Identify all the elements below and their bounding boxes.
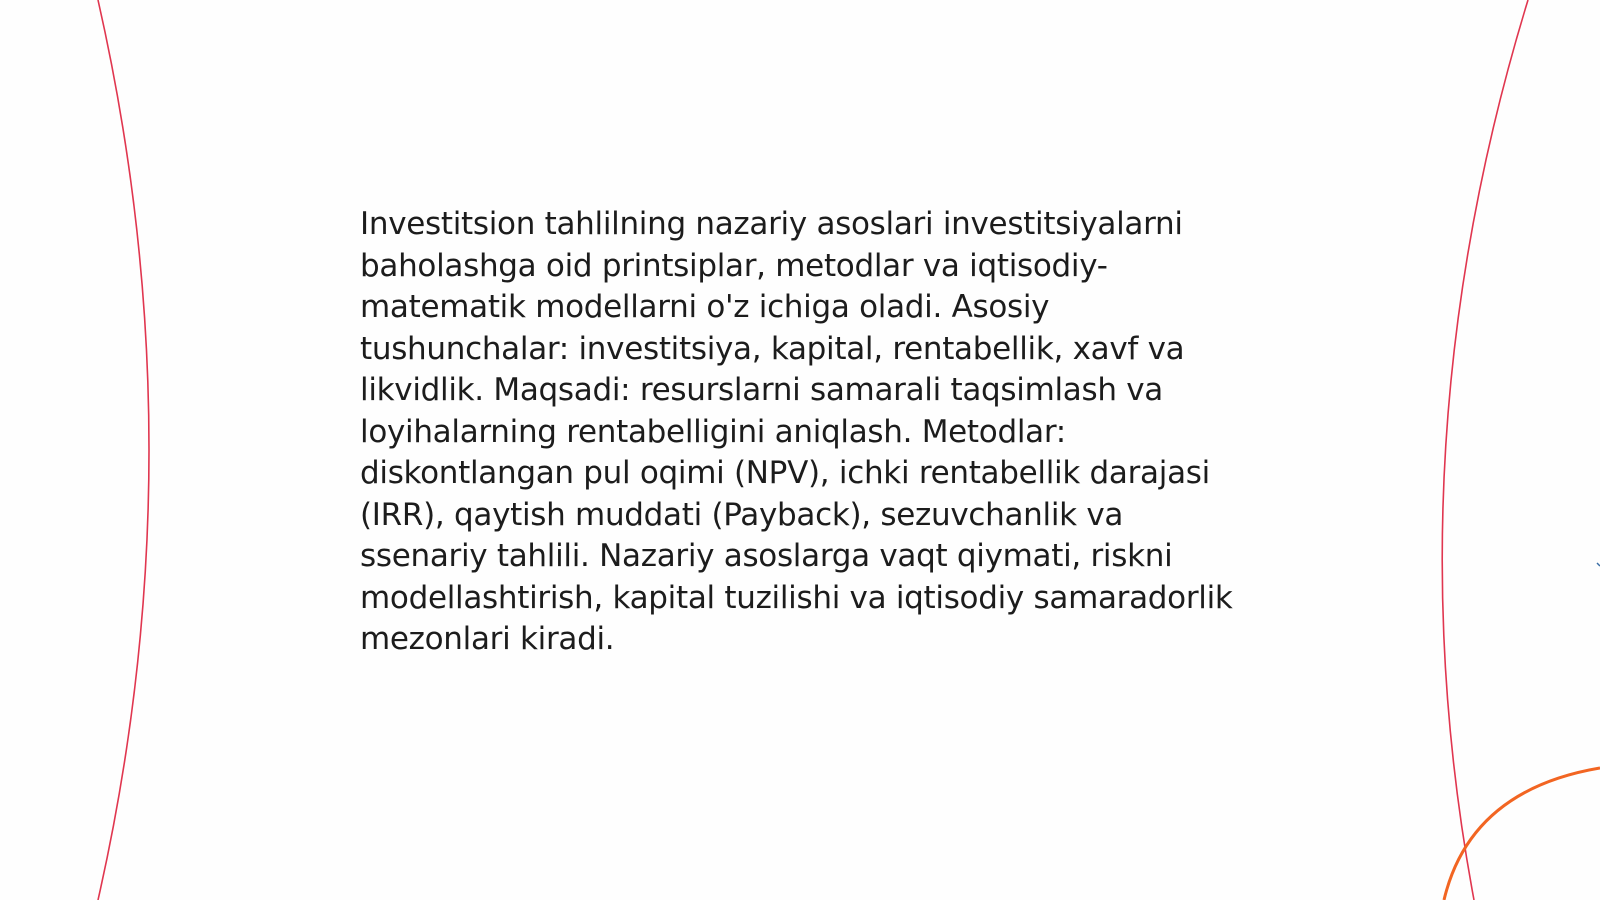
- orange-arc-decoration: [1444, 768, 1600, 900]
- right-curve-decoration: [1442, 0, 1528, 900]
- left-curve-decoration: [98, 0, 149, 900]
- body-text: Investitsion tahlilning nazariy asoslari investitsiyalarni baholashga oid printsiplar, metodlar va iqtisodiy-matematik modellarni o'z ichiga oladi. Asosiy tushunchalar: investitsiya, kapital, rentabellik, xavf va likvidlik. Maqsadi: resurslarni samarali taqsimlash va loyihalarning rentabelligini aniqlash. Metodlar: diskontlangan pul oqimi (NPV), ichki rentabellik darajasi (IRR), qaytish muddati (Payback), sezuvchanlik va ssenariy tahlili. Nazariy asoslarga vaqt qiymati, riskni modellashtirish, kapital tuzilishi va iqtisodiy samaradorlik mezonlari kiradi.: [360, 206, 1233, 657]
